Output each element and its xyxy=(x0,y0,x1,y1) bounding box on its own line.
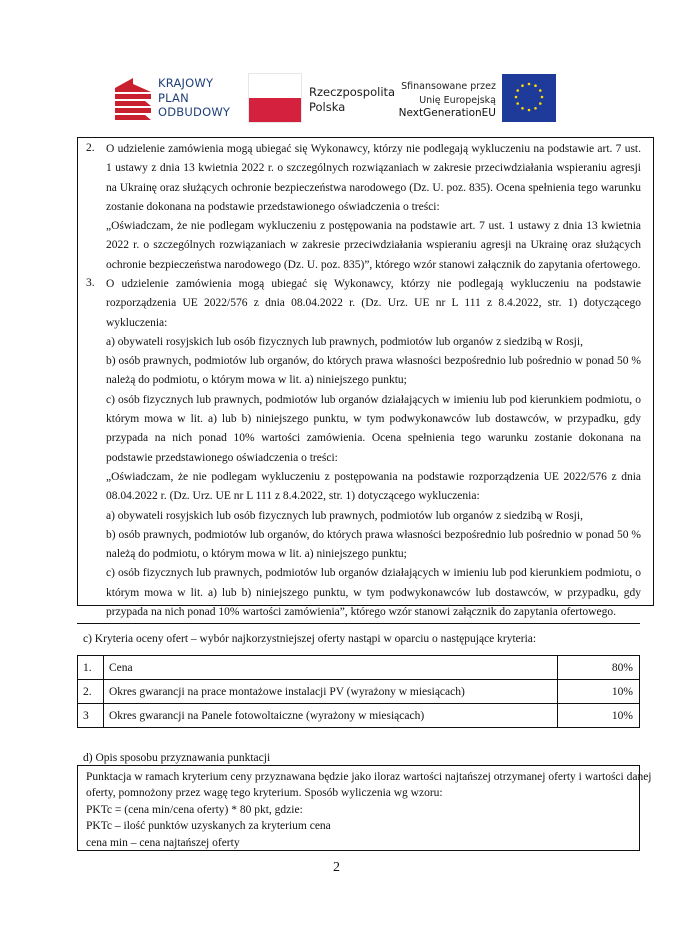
kpo-line-3: ODBUDOWY xyxy=(158,105,231,119)
condition-declaration: „Oświadczam, że nie podlegam wykluczeniu z postępowania na podstawie art. 7 ust. 1 ustawy z dnia 13 kwietnia 2022 r. o szczególnych rozwiązaniach w zakresie przeciwdziałania wspieraniu agresji na Ukrainę oraz służących ochronie bezpieczeństwa narodowego (Dz. U. poz. 835)”, którego wzór stanowi załącznik do zapytania ofertowego. xyxy=(106,220,641,271)
kpo-logo xyxy=(115,76,235,126)
condition-number: 2. xyxy=(86,142,95,154)
eu-line-3: NextGenerationEU xyxy=(398,107,496,119)
scoring-line: PKTc – ilość punktów uzyskanych za kryterium cena xyxy=(86,820,331,833)
criteria-weight: 10% xyxy=(558,680,640,704)
criteria-weight: 10% xyxy=(558,704,640,728)
condition-declaration: „Oświadczam, że nie podlegam wykluczeniu z postępowania na podstawie rozporządzenia UE 2022/576 z dnia 08.04.2022 r. (Dz. Urz. UE nr L 111 z 8.4.2022, str. 1) dotyczącego wykluczenia: xyxy=(106,470,641,503)
rp-line-2: Polska xyxy=(309,100,346,114)
kpo-logo-text xyxy=(158,76,230,120)
scoring-description-box xyxy=(77,765,652,851)
condition-text xyxy=(106,140,641,275)
declaration-point-b: b) osób prawnych, podmiotów lub organów, do których prawa własności bezpośrednio lub pośrednio w ponad 50 % należą do podmiotu, o którym mowa w lit. a) niniejszego punktu; xyxy=(106,528,641,561)
declaration-point-a: a) obywateli rosyjskich lub osób fizycznych lub prawnych, podmiotów lub organów z siedzibą w Rosji, xyxy=(106,509,583,522)
eu-funding-text xyxy=(399,80,496,121)
condition-number: 3. xyxy=(86,277,95,289)
eu-flag-icon xyxy=(502,74,556,122)
condition-point-b: b) osób prawnych, podmiotów lub organów, do których prawa własności bezpośrednio lub pośrednio w ponad 50 % należą do podmiotu, o którym mowa w lit. a) niniejszego punktu; xyxy=(106,355,641,387)
kpo-stripes-icon xyxy=(115,78,151,124)
criteria-weight: 80% xyxy=(558,656,640,680)
polish-flag-icon xyxy=(248,73,302,123)
eu-line-1: Sfinansowane przez xyxy=(401,81,496,92)
table-row xyxy=(78,656,640,680)
participation-conditions-box xyxy=(77,137,654,619)
kpo-line-2: PLAN xyxy=(158,90,189,105)
criteria-name: Okres gwarancji na prace montażowe instalacji PV (wyrażony w miesiącach) xyxy=(104,680,558,704)
section-divider xyxy=(77,623,640,624)
rzeczpospolita-logo xyxy=(248,72,396,128)
criteria-number: 3 xyxy=(78,704,104,728)
criteria-number: 2. xyxy=(78,680,104,704)
criteria-name: Okres gwarancji na Panele fotowoltaiczne (wyrażony w miesiącach) xyxy=(104,704,558,728)
criteria-name: Cena xyxy=(104,656,558,680)
funding-logos-header xyxy=(0,72,673,128)
criteria-number: 1. xyxy=(78,656,104,680)
condition-paragraph: O udzielenie zamówienia mogą ubiegać się Wykonawcy, którzy nie podlegają wykluczeniu na podstawie rozporządzenia UE 2022/576 z dnia 08.04.2022 r. (Dz. Urz. UE nr L 111 z 8.4.2022, str. 1) dotyczącego wykluczenia: xyxy=(106,278,641,329)
rp-line-1: Rzeczpospolita xyxy=(309,85,396,99)
table-row xyxy=(78,680,640,704)
criteria-heading: c) Kryteria oceny ofert – wybór najkorzystniejszej oferty nastąpi w oparciu o następujące kryteria: xyxy=(83,633,537,645)
condition-text xyxy=(106,275,641,622)
scoring-heading: d) Opis sposobu przyznawania punktacji xyxy=(83,752,271,764)
condition-point-a: a) obywateli rosyjskich lub osób fizycznych lub prawnych, podmiotów lub organów z siedzibą w Rosji, xyxy=(106,335,583,348)
rzeczpospolita-text xyxy=(309,85,395,115)
page-number: 2 xyxy=(333,860,340,875)
table-row xyxy=(78,704,640,728)
kpo-line-1: KRAJOWY xyxy=(158,76,214,90)
eu-line-2: Unię Europejską xyxy=(419,94,496,106)
criteria-table xyxy=(77,655,640,728)
scoring-line: Punktacja w ramach kryterium ceny przyznawana będzie jako iloraz wartości najtańszej otrzymanej oferty i wartości danej xyxy=(86,771,652,783)
declaration-point-c: c) osób fizycznych lub prawnych, podmiotów lub organów działających w imieniu lub pod kierunkiem podmiotu, o którym mowa w lit. a) lub b) niniejszego punktu, w tym podwykonawców lub dostawców, w przypadku, gdy przypada na nich ponad 10% wartości zamówienia”, którego wzór stanowi załącznik do zapytania ofertowego. xyxy=(106,567,641,619)
scoring-line: oferty, pomnożony przez wagę tego kryterium. Sposób wyliczenia wg wzoru: xyxy=(86,787,443,800)
eu-funding-logo xyxy=(400,72,580,128)
condition-point-c: c) osób fizycznych lub prawnych, podmiotów lub organów działających w imieniu lub pod kierunkiem podmiotu, o którym mowa w lit. a) lub b) niniejszego punktu, w tym podwykonawców lub dostawców, w przypadku, gdy przypada na nich ponad 10% wartości zamówienia. Ocena spełnienia tego warunku zostanie dokonana na podstawie przedstawionego oświadczenia o treści: xyxy=(106,393,641,464)
scoring-line: cena min – cena najtańszej oferty xyxy=(86,836,240,849)
condition-paragraph: O udzielenie zamówienia mogą ubiegać się Wykonawcy, którzy nie podlegają wykluczeniu na podstawie art. 7 ust. 1 ustawy z dnia 13 kwietnia 2022 r. o szczególnych rozwiązaniach w zakresie przeciwdziałania wspieraniu agresji na Ukrainę oraz służących ochronie bezpieczeństwa narodowego (Dz. U. poz. 835). Ocena spełnienia tego warunku zostanie dokonana na podstawie przedstawionego oświadczenia o treści: xyxy=(106,143,641,213)
scoring-formula: PKTc = (cena min/cena oferty) * 80 pkt, gdzie: xyxy=(86,803,303,816)
